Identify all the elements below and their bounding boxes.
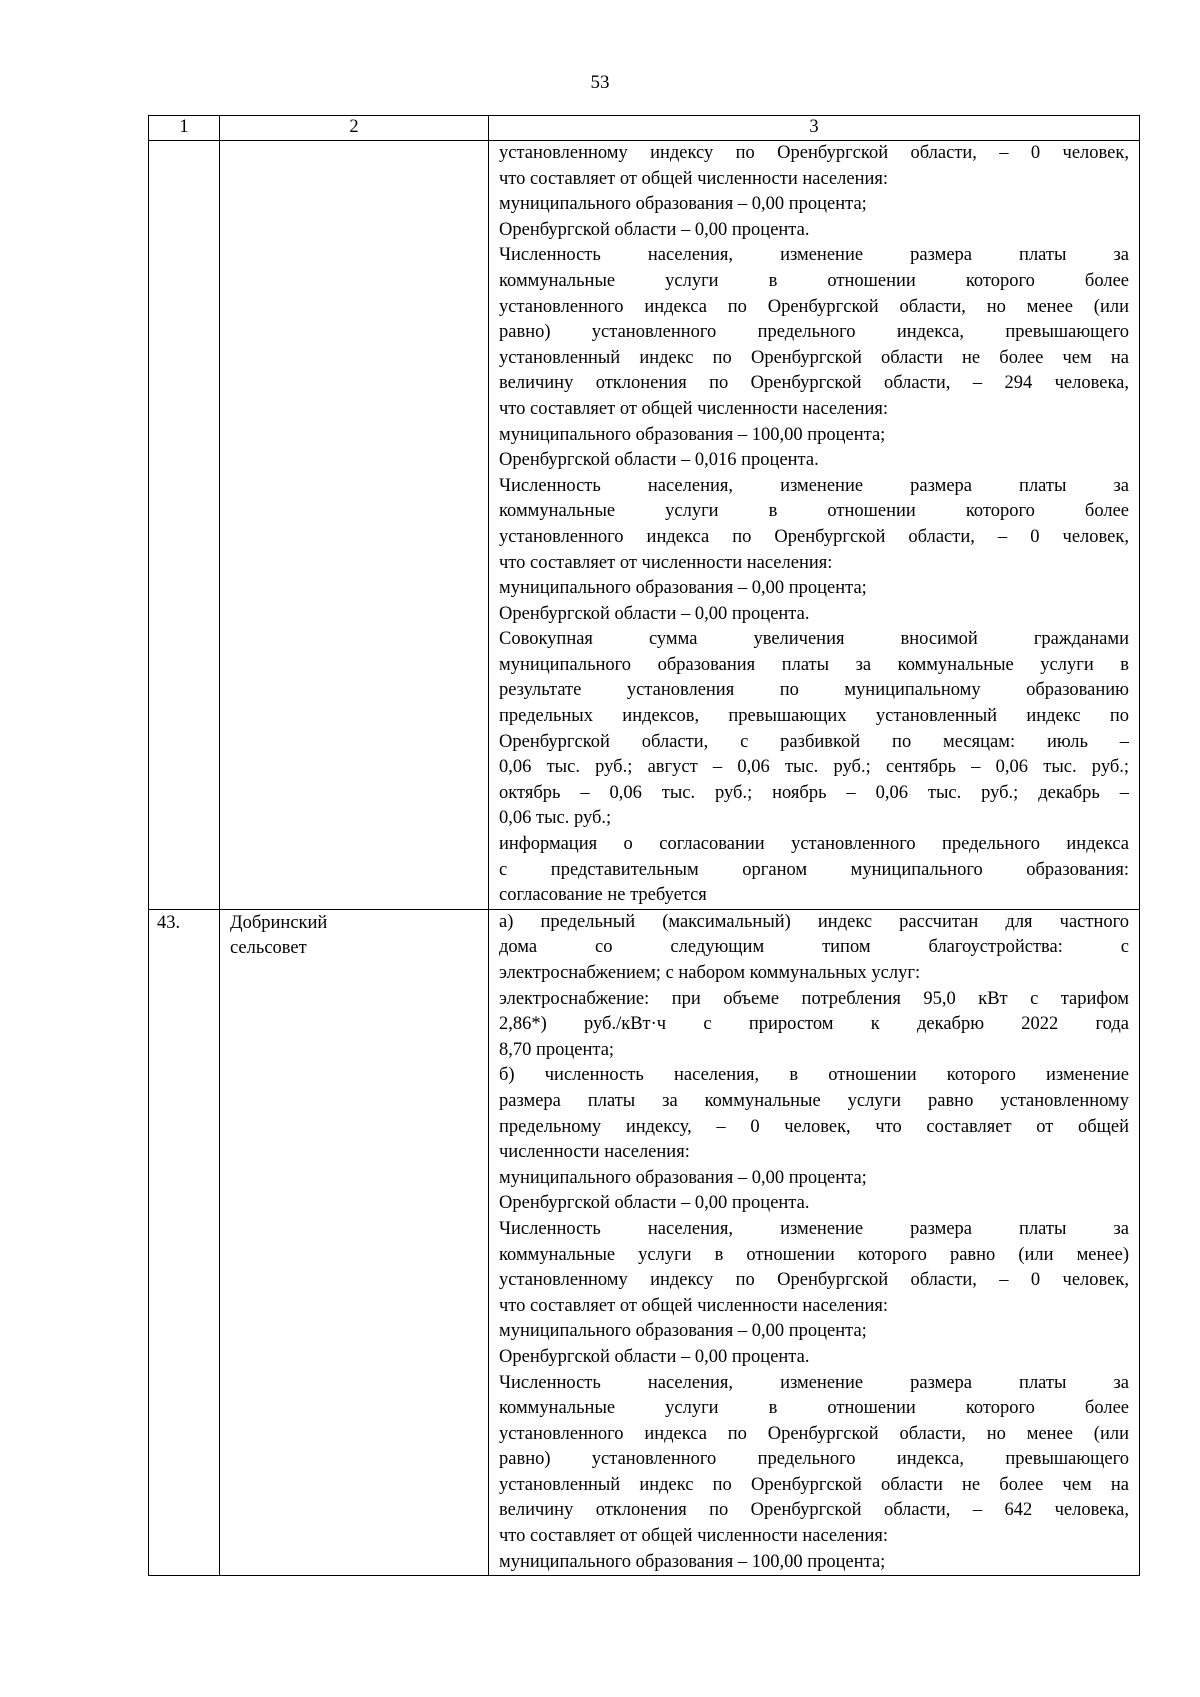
header-cell-col3: 3: [489, 116, 1140, 141]
text-line: величину отклонения по Оренбургской области, – 294 человека,: [499, 373, 1129, 394]
text-line: коммунальные услуги в отношении которого равно (или менее): [499, 1244, 1129, 1265]
text-line: установленный индекс по Оренбургской области не более чем на: [499, 347, 1129, 368]
text-line: муниципального образования – 100,00 процента;: [499, 424, 886, 445]
text-line: коммунальные услуги в отношении которого более: [499, 501, 1129, 522]
text-line: муниципального образования – 0,00 процента;: [499, 194, 867, 215]
text-line: а) предельный (максимальный) индекс рассчитан для частного: [499, 911, 1129, 932]
text-line: Совокупная сумма увеличения вносимой гражданами: [499, 629, 1129, 650]
document-table: [148, 115, 1140, 1576]
text-line: установленного индекса по Оренбургской области, но менее (или: [499, 296, 1129, 317]
settlement-name-line: Добринский: [230, 912, 328, 933]
text-line: Численность населения, изменение размера платы за: [499, 245, 1129, 266]
text-line: что составляет от общей численности населения:: [499, 168, 889, 189]
table-row: [149, 909, 1140, 1575]
text-line: Оренбургской области – 0,00 процента.: [499, 219, 810, 240]
text-line: муниципального образования платы за коммунальные услуги в: [499, 654, 1129, 675]
text-line: размера платы за коммунальные услуги равно установленному: [499, 1090, 1129, 1111]
text-line: предельному индексу, – 0 человек, что составляет от общей: [499, 1116, 1129, 1137]
text-line: коммунальные услуги в отношении которого более: [499, 270, 1129, 291]
text-line: установленного индекса по Оренбургской области, – 0 человек,: [499, 526, 1129, 547]
text-line: электроснабжением; с набором коммунальных услуг:: [499, 963, 921, 983]
text-line: Оренбургской области – 0,00 процента.: [499, 603, 810, 624]
text-line: установленный индекс по Оренбургской области не более чем на: [499, 1474, 1129, 1495]
text-line: результате установления по муниципальному образованию: [499, 680, 1129, 701]
text-line: величину отклонения по Оренбургской области, – 642 человека,: [499, 1500, 1129, 1521]
text-line: 8,70 процента;: [499, 1039, 615, 1060]
text-line: информация о согласовании установленного предельного индекса: [499, 834, 1129, 855]
text-line: 0,06 тыс. руб.;: [499, 808, 612, 829]
row-number-cell: 43.: [149, 909, 220, 1575]
table-header-row: [149, 116, 1140, 141]
text-line: предельных индексов, превышающих установленный индекс по: [499, 706, 1129, 727]
text-line: Численность населения, изменение размера платы за: [499, 1218, 1129, 1239]
text-line: октябрь – 0,06 тыс. руб.; ноябрь – 0,06 тыс. руб.; декабрь –: [499, 782, 1129, 803]
text-line: муниципального образования – 0,00 процента;: [499, 1167, 867, 1188]
text-line: равно) установленного предельного индекса, превышающего: [499, 322, 1129, 343]
text-line: коммунальные услуги в отношении которого более: [499, 1398, 1129, 1419]
text-line: согласование не требуется: [499, 885, 707, 906]
text-line: с представительным органом муниципального образования:: [499, 859, 1129, 880]
text-line: Оренбургской области – 0,00 процента.: [499, 1346, 810, 1367]
header-cell-col1: 1: [149, 116, 220, 141]
text-line: Оренбургской области, с разбивкой по месяцам: июль –: [499, 731, 1129, 752]
text-line: муниципального образования – 0,00 процента;: [499, 1321, 867, 1342]
row-name-cell: [220, 141, 489, 910]
table-row: [149, 141, 1140, 910]
text-line: муниципального образования – 0,00 процента;: [499, 578, 867, 599]
text-line: муниципального образования – 100,00 процента;: [499, 1551, 886, 1572]
text-line: Оренбургской области – 0,00 процента.: [499, 1193, 810, 1214]
text-line: что составляет от численности населения:: [499, 552, 833, 573]
page-number: 53: [590, 72, 610, 93]
text-line: электроснабжение: при объеме потребления 95,0 кВт с тарифом: [499, 988, 1129, 1009]
text-line: Численность населения, изменение размера платы за: [499, 475, 1129, 496]
text-line: равно) установленного предельного индекса, превышающего: [499, 1449, 1129, 1470]
text-line: дома со следующим типом благоустройства: с: [499, 937, 1129, 958]
row-text-cell: [489, 141, 1140, 910]
text-line: 2,86*) руб./кВт·ч с приростом к декабрю 2022 года: [499, 1014, 1129, 1035]
text-line: установленного индекса по Оренбургской области, но менее (или: [499, 1423, 1129, 1444]
text-line: Численность населения, изменение размера платы за: [499, 1372, 1129, 1393]
text-line: б) численность населения, в отношении которого изменение: [499, 1065, 1129, 1086]
row-number-cell: [149, 141, 220, 910]
text-line: 0,06 тыс. руб.; август – 0,06 тыс. руб.; сентябрь – 0,06 тыс. руб.;: [499, 757, 1129, 778]
text-line: установленному индексу по Оренбургской области, – 0 человек,: [499, 1270, 1129, 1291]
row-name-cell: [220, 909, 489, 1575]
row-text-cell: [489, 909, 1140, 1575]
text-line: что составляет от общей численности населения:: [499, 1526, 889, 1547]
text-line: что составляет от общей численности населения:: [499, 1295, 889, 1316]
text-line: численности населения:: [499, 1142, 690, 1163]
text-line: установленному индексу по Оренбургской области, – 0 человек,: [499, 143, 1129, 163]
text-line: Оренбургской области – 0,016 процента.: [499, 450, 819, 471]
text-line: что составляет от общей численности населения:: [499, 398, 889, 419]
settlement-name-line: сельсовет: [230, 938, 307, 959]
header-cell-col2: 2: [220, 116, 489, 141]
